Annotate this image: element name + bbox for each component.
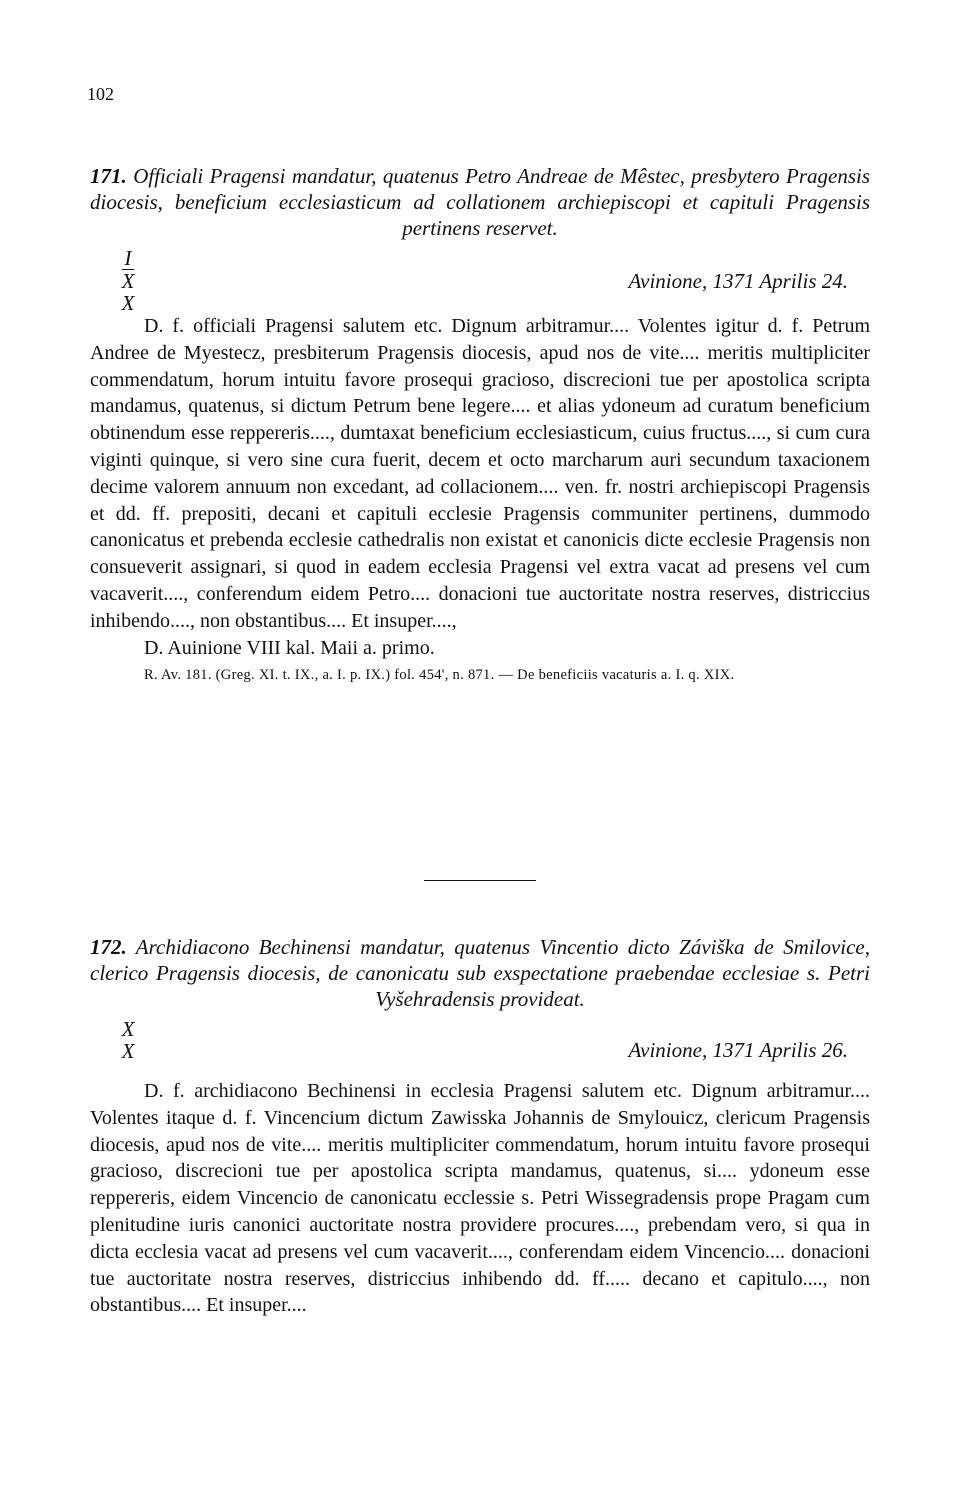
place-date: Avinione, 1371 Aprilis 24. xyxy=(628,269,848,293)
sigla-mark: X xyxy=(121,269,135,293)
entry-meta xyxy=(90,1018,870,1078)
date-line: D. Auinione VIII kal. Maii a. primo. xyxy=(144,636,435,659)
page-number: 102 xyxy=(87,84,114,104)
entry-body-text: D. f. archidiacono Bechinensi in ecclesia Pragensi salutem etc. Dignum arbitramur.... Volentes itaque d. f. Vincencium dictum Zawisska Johannis de Smylouicz, clericum Pragensis diocesis, apud nos de vite.... meritis multipliciter commendatum, horum intuitu favore prosequi gracioso, discrecioni tue per apostolica scripta mandamus, quatenus, si.... ydoneum esse reppereris, eidem Vincencio de canonicatu ecclessie s. Petri Wissegradensis prope Pragam cum plenitudine iuris canonici auctoritate nostra providere procures...., prebendam vero, si qua in dicta ecclesia vacat ad presens vel cum vacaverit...., conferendam eidem Vincencio.... donacioni tue auctoritate nostra reserves, districcius inhibendo dd. ff..... decano et capitulo...., non obstantibus.... Et insuper.... xyxy=(90,1080,870,1317)
entry-heading xyxy=(90,163,870,241)
entry-171 xyxy=(90,163,870,687)
entry-heading-text: Officiali Pragensi mandatur, quatenus Petro Andreae de Mêstec, presbytero Pragensis diocesis, beneficium ecclesiasticum ad collationem archiepiscopi et capituli Pragensis pertinens reservet. xyxy=(90,164,871,240)
place-date: Avinione, 1371 Aprilis 26. xyxy=(628,1038,848,1062)
entry-heading-text: Archidiacono Bechinensi mandatur, quatenus Vincentio dicto Záviška de Smilovice, clerico Pragensis diocesis, de canonicatu sub exspectatione praebendae ecclesiae s. Petri Vyšehradensis provideat. xyxy=(90,935,870,1011)
entry-meta xyxy=(90,247,870,313)
sigla-mark: I xyxy=(124,246,132,270)
register-sigla xyxy=(114,247,142,314)
entry-body-text: D. f. officiali Pragensi salutem etc. Dignum arbitramur.... Volentes igitur d. f. Petrum Andree de Myestecz, presbiterum Pragensis diocesis, apud nos de vite.... meritis multipliciter commendatum, horum intuitu favore prosequi gracioso, discrecioni tue per apostolica scripta mandamus, quatenus, si dictum Petrum bene legere.... et alias ydoneum ad curatum beneficium obtinendum esse reppereris...., dumtaxat beneficium ecclesiasticum, cuius fructus...., si cum cura viginti quinque, si vero sine cura fuerit, decem et octo marcharum auri secundum taxacionem decime valorem annuum non excedant, ad collacionem.... ven. fr. nostri archiepiscopi Pragensis et dd. ff. prepositi, decani et capituli ecclesie Pragensis communiter pertinens, dummodo canonicatus et prebenda ecclesie cathedralis non existat et canonicis dicte ecclesie Pragensis non consueverit assignari, si quod in eadem ecclesia Pragensi vel extra vacat ad presens vel cum vacaverit...., conferendum eidem Petro.... donacioni tue auctoritate nostra reserves, districcius inhibendo...., non obstantibus.... Et insuper...., xyxy=(90,315,870,632)
sigla-mark: X xyxy=(121,1039,135,1063)
register-sigla xyxy=(114,1018,142,1062)
entry-body xyxy=(90,1078,870,1319)
entry-body xyxy=(90,313,870,635)
sigla-mark: X xyxy=(121,1017,135,1041)
section-divider xyxy=(424,880,536,881)
entry-172 xyxy=(90,934,870,1319)
source-reference: R. Av. 181. (Greg. XI. t. IX., a. I. p. IX.) fol. 454', n. 871. — De beneficiis vacaturis a. I. q. XIX. xyxy=(144,666,735,683)
entry-number: 172. xyxy=(90,935,127,959)
entry-number: 171. xyxy=(90,164,127,188)
entry-heading xyxy=(90,934,870,1012)
sigla-mark: X xyxy=(121,291,135,315)
